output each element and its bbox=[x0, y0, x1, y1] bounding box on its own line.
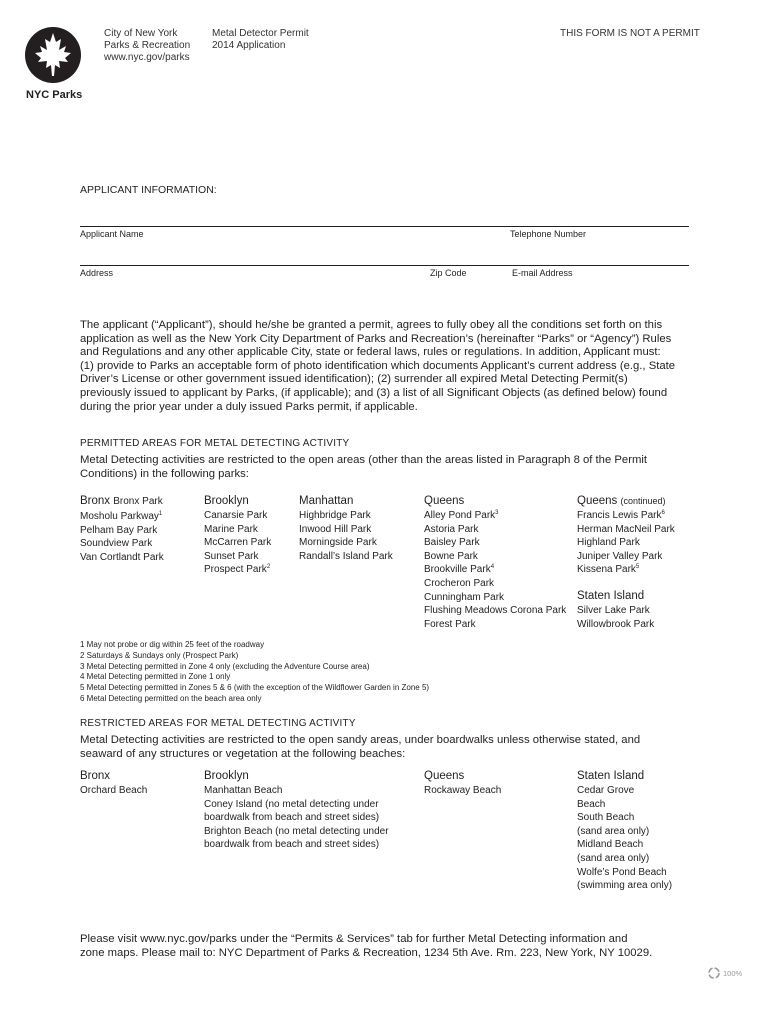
park-name: Astoria Park bbox=[424, 523, 479, 535]
agreement-line: Driver’s License or other government issued identification); (2) surrender all expired Metal Detecting Permit(s) bbox=[80, 373, 628, 386]
park-name: Crocheron Park bbox=[424, 577, 495, 589]
park-name: Forest Park bbox=[424, 618, 476, 630]
nyc-parks-logo bbox=[24, 26, 82, 84]
logo-label: NYC Parks bbox=[26, 89, 83, 101]
park-name: Soundview Park bbox=[80, 538, 153, 550]
footer-line: Please visit www.nyc.gov/parks under the “Permits & Services” tab for further Metal Detecting information and bbox=[80, 933, 628, 945]
continued-label: (continued) bbox=[620, 496, 666, 506]
form-name: Metal Detector Permit bbox=[212, 28, 309, 39]
footer-instructions bbox=[80, 933, 652, 960]
park-name: Alley Pond Park$^3$ bbox=[424, 510, 499, 521]
beach-line: Cedar Grove bbox=[577, 785, 635, 796]
permitted-intro-line: Conditions) in the following parks: bbox=[80, 467, 249, 480]
park-name: Highbridge Park bbox=[299, 510, 371, 521]
permitted-section-title: PERMITTED AREAS FOR METAL DETECTING ACTIVITY bbox=[80, 438, 350, 449]
park-name: Flushing Meadows Corona Park bbox=[424, 605, 567, 617]
restricted-section-title: RESTRICTED AREAS FOR METAL DETECTING ACTIVITY bbox=[80, 718, 356, 729]
beach-line: Coney Island (no metal detecting under bbox=[204, 798, 379, 810]
park-name: Bronx Park bbox=[113, 496, 163, 507]
beach-name: Rockaway Beach bbox=[424, 785, 502, 796]
agency-dept: Parks & Recreation bbox=[104, 40, 191, 51]
restricted-intro-line: Metal Detecting activities are restricted to the open sandy areas, under boardwalks unless otherwise stated, and bbox=[80, 734, 641, 746]
permitted-brooklyn-column bbox=[204, 494, 299, 577]
agreement-line: The applicant (“Applicant”), should he/she be granted a permit, agrees to fully obey all the conditions set forth on this bbox=[80, 319, 663, 331]
queens-heading: Queens bbox=[424, 495, 465, 507]
park-name: Kissena Park$^5$ bbox=[577, 564, 640, 576]
park-name: Prospect Park$^2$ bbox=[204, 564, 271, 576]
footnotes bbox=[80, 640, 429, 705]
park-name: Baisley Park bbox=[424, 537, 480, 549]
agency-name: City of New York bbox=[104, 28, 178, 39]
beach-line: (sand area only) bbox=[577, 852, 650, 864]
beach-line: Beach bbox=[577, 798, 606, 810]
footnote: 2 Saturdays & Sundays only (Prospect Park) bbox=[80, 650, 239, 660]
restricted-bronx-column bbox=[80, 769, 200, 798]
agreement-line: (1) provide to Parks an acceptable form of photo identification which documents Applicant’s current address (e.g., State bbox=[80, 359, 676, 372]
agreement-line: during the prior year under a duly issued Parks permit, if applicable. bbox=[80, 400, 418, 413]
restricted-intro bbox=[80, 734, 640, 761]
footnote: 4 Metal Detecting permitted in Zone 1 only bbox=[80, 672, 231, 682]
restricted-brooklyn-column bbox=[204, 769, 419, 852]
bronx-heading: Bronx bbox=[80, 495, 111, 507]
agency-url: www.nyc.gov/parks bbox=[104, 52, 190, 63]
park-name: Mosholu Parkway$^1$ bbox=[80, 511, 163, 522]
restricted-queens-column bbox=[424, 769, 564, 798]
park-name: Highland Park bbox=[577, 537, 640, 549]
footnote: 3 Metal Detecting permitted in Zone 4 only (excluding the Adventure Course area) bbox=[80, 661, 370, 671]
applicant-name-line[interactable] bbox=[80, 226, 689, 227]
form-year: 2014 Application bbox=[212, 40, 286, 51]
permitted-queens-continued-column bbox=[577, 494, 697, 577]
park-name: Willowbrook Park bbox=[577, 618, 655, 630]
staten-heading: Staten Island bbox=[577, 770, 645, 782]
permitted-intro bbox=[80, 454, 647, 481]
park-name: McCarren Park bbox=[204, 537, 272, 549]
beach-line: South Beach bbox=[577, 812, 635, 824]
park-name: Canarsie Park bbox=[204, 510, 268, 521]
footer-line: zone maps. Please mail to: NYC Department of Parks & Recreation, 1234 5th Ave. Rm. 223, New York, NY 10029. bbox=[80, 946, 653, 959]
park-name: Brookville Park$^4$ bbox=[424, 564, 495, 576]
agreement-line: previously issued to applicant by Parks, (if applicable); and (3) a list of all Significant Objects (as defined below) found bbox=[80, 386, 668, 399]
address-label: Address bbox=[80, 268, 114, 278]
park-name: Cunningham Park bbox=[424, 591, 505, 603]
recycle-icon bbox=[708, 967, 720, 979]
agreement-line: and Regulations and any other applicable City, state or federal laws, rules or regulations. In addition, Applicant must: bbox=[80, 346, 661, 359]
restricted-staten-column bbox=[577, 769, 697, 893]
email-label: E-mail Address bbox=[512, 268, 573, 278]
park-name: Bowne Park bbox=[424, 550, 478, 562]
park-name: Juniper Valley Park bbox=[577, 550, 663, 562]
park-name: Sunset Park bbox=[204, 550, 259, 562]
beach-line: Wolfe’s Pond Beach bbox=[577, 866, 667, 878]
agreement-paragraph bbox=[80, 319, 690, 414]
permitted-intro-line: Metal Detecting activities are restricted to the open areas (other than the areas listed in Paragraph 8 of the Permit bbox=[80, 454, 648, 466]
queens-continued-heading: Queens bbox=[577, 495, 618, 507]
park-name: Inwood Hill Park bbox=[299, 523, 372, 535]
park-name: Marine Park bbox=[204, 523, 258, 535]
staten-heading: Staten Island bbox=[577, 590, 645, 602]
park-name: Pelham Bay Park bbox=[80, 524, 158, 536]
manhattan-heading: Manhattan bbox=[299, 495, 354, 507]
park-name: Silver Lake Park bbox=[577, 605, 650, 616]
beach-line: Manhattan Beach bbox=[204, 785, 283, 796]
park-name: Francis Lewis Park$^6$ bbox=[577, 510, 665, 521]
beach-line: Brighton Beach (no metal detecting under bbox=[204, 825, 389, 837]
park-name: Morningside Park bbox=[299, 537, 377, 549]
permitted-bronx-column bbox=[80, 494, 200, 564]
maple-leaf-icon bbox=[24, 26, 82, 84]
agency-info bbox=[104, 28, 190, 64]
footnote: 6 Metal Detecting permitted on the beach area only bbox=[80, 693, 262, 703]
beach-line: Midland Beach bbox=[577, 839, 644, 851]
park-name: Herman MacNeil Park bbox=[577, 523, 675, 535]
beach-line: boardwalk from beach and street sides) bbox=[204, 812, 380, 824]
bronx-heading: Bronx bbox=[80, 770, 111, 782]
permitted-staten-column bbox=[577, 589, 697, 631]
brooklyn-heading: Brooklyn bbox=[204, 495, 249, 507]
applicant-name-label: Applicant Name bbox=[80, 229, 144, 239]
restricted-intro-line: seaward of any structures or vegetation at the following beaches: bbox=[80, 747, 406, 760]
zip-label: Zip Code bbox=[430, 268, 467, 278]
brooklyn-heading: Brooklyn bbox=[204, 770, 249, 782]
queens-heading: Queens bbox=[424, 770, 465, 782]
beach-line: (sand area only) bbox=[577, 825, 650, 837]
agreement-line: application as well as the New York City Department of Parks and Recreation’s (hereinafter “Parks” or “Agency”) Rules bbox=[80, 332, 672, 345]
beach-name: Orchard Beach bbox=[80, 785, 148, 796]
footnote: 5 Metal Detecting permitted in Zones 5 & 6 (with the exception of the Wildflower Garden in Zone 5) bbox=[80, 683, 430, 693]
applicant-section-title: APPLICANT INFORMATION: bbox=[80, 184, 217, 196]
recycled-percent: 100% bbox=[723, 968, 743, 978]
address-line[interactable] bbox=[80, 265, 689, 266]
not-permit-notice: THIS FORM IS NOT A PERMIT bbox=[560, 28, 700, 39]
park-name: Van Cortlandt Park bbox=[80, 551, 164, 563]
permitted-queens-column bbox=[424, 494, 574, 631]
form-title bbox=[212, 28, 309, 52]
beach-line: (swimming area only) bbox=[577, 880, 673, 892]
park-name: Randall’s Island Park bbox=[299, 550, 393, 562]
telephone-label: Telephone Number bbox=[510, 229, 587, 239]
permitted-manhattan-column bbox=[299, 494, 419, 563]
footnote: 1 May not probe or dig within 25 feet of the roadway bbox=[80, 640, 265, 649]
beach-line: boardwalk from beach and street sides) bbox=[204, 839, 380, 851]
recycled-badge bbox=[708, 967, 742, 979]
